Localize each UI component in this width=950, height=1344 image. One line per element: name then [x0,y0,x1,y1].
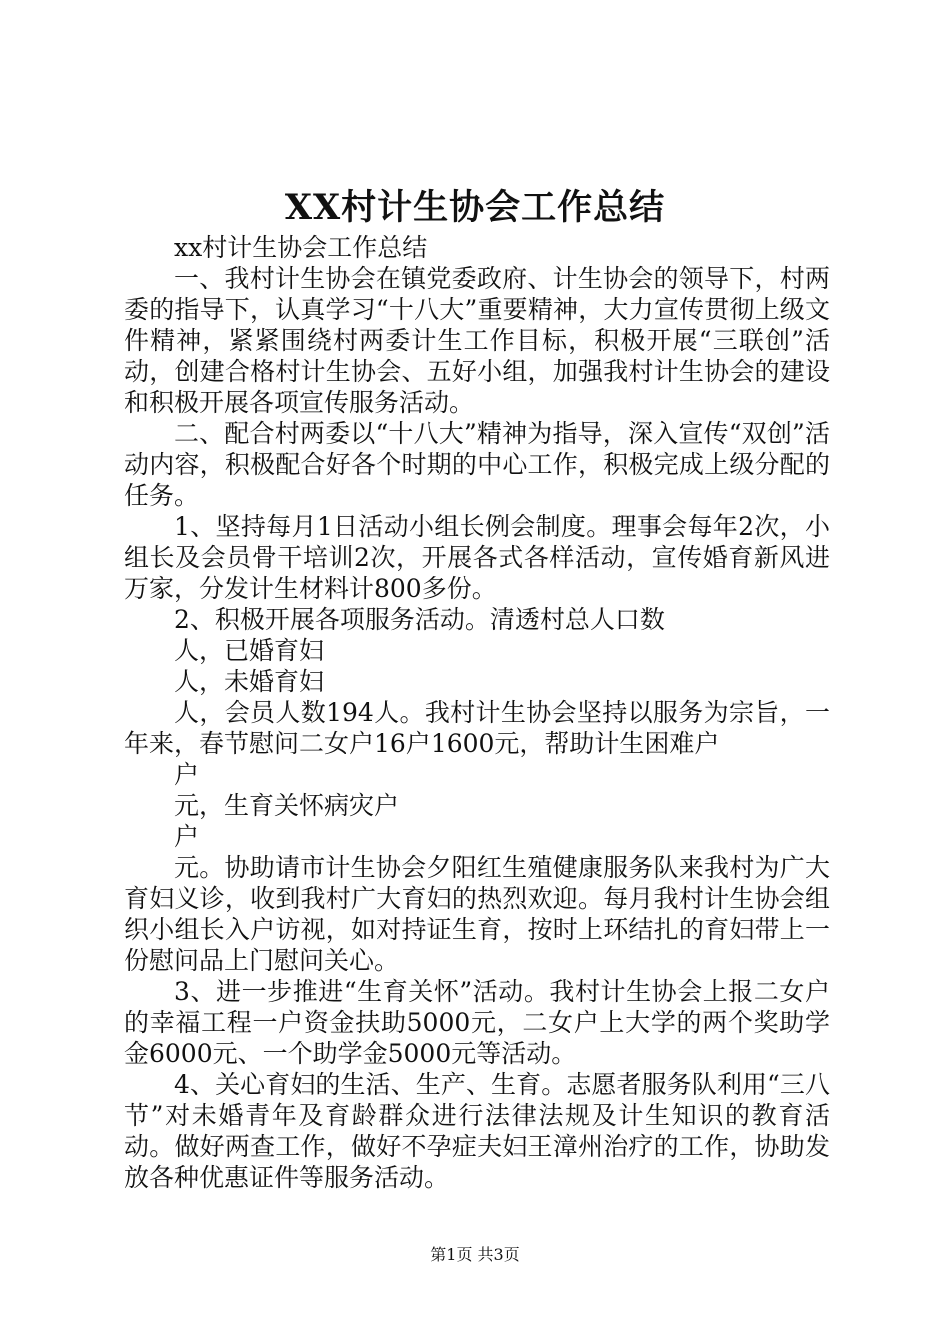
paragraph-line: 户 [174,822,200,851]
document-body [124,232,830,1193]
paragraph-line: 元，生育关怀病灾户 [174,791,400,820]
paragraph-line: 户 [174,760,200,789]
paragraph-item-2: 2、积极开展各项服务活动。清透村总人口数 [174,605,665,634]
paragraph-clinic: 元。协助请市计生协会夕阳红生殖健康服务队来我村为广大育妇义诊，收到我村广大育妇的热烈欢迎。每月我村计生协会组织小组长入户访视，如对持证生育，按时上环结扎的育妇带上一份慰问品上门慰问关心。 [124,853,830,975]
page-footer: 第1页 共3页 [430,1245,520,1264]
paragraph-item-3: 3、进一步推进“生育关怀”活动。我村计生协会上报二女户的幸福工程一户资金扶助5000元，二女户上大学的两个奖助学金6000元、一个助学金5000元等活动。 [124,977,830,1068]
document-title: XX村计生协会工作总结 [284,187,666,228]
paragraph-line: 人，已婚育妇 [174,636,325,665]
paragraph-members: 人，会员人数194人。我村计生协会坚持以服务为宗旨，一年来，春节慰问二女户16户1600元，帮助计生困难户 [124,698,830,758]
paragraph-section-1: 一、我村计生协会在镇党委政府、计生协会的领导下，村两委的指导下，认真学习“十八大”重要精神，大力宣传贯彻上级文件精神，紧紧围绕村两委计生工作目标，积极开展“三联创”活动，创建合格村计生协会、五好小组，加强我村计生协会的建设和积极开展各项宣传服务活动。 [124,264,830,417]
paragraph-section-2: 二、配合村两委以“十八大”精神为指导，深入宣传“双创”活动内容，积极配合好各个时期的中心工作，积极完成上级分配的任务。 [124,419,830,510]
paragraph-item-1: 1、坚持每月1日活动小组长例会制度。理事会每年2次，小组长及会员骨干培训2次，开展各式各样活动，宣传婚育新风进万家，分发计生材料计800多份。 [124,512,830,603]
paragraph-subtitle: xx村计生协会工作总结 [174,233,428,262]
paragraph-item-4: 4、关心育妇的生活、生产、生育。志愿者服务队利用“三八节”对未婚青年及育龄群众进行法律法规及计生知识的教育活动。做好两查工作，做好不孕症夫妇王漳州治疗的工作，协助发放各种优惠证件等服务活动。 [124,1070,830,1192]
paragraph-line: 人，未婚育妇 [174,667,325,696]
